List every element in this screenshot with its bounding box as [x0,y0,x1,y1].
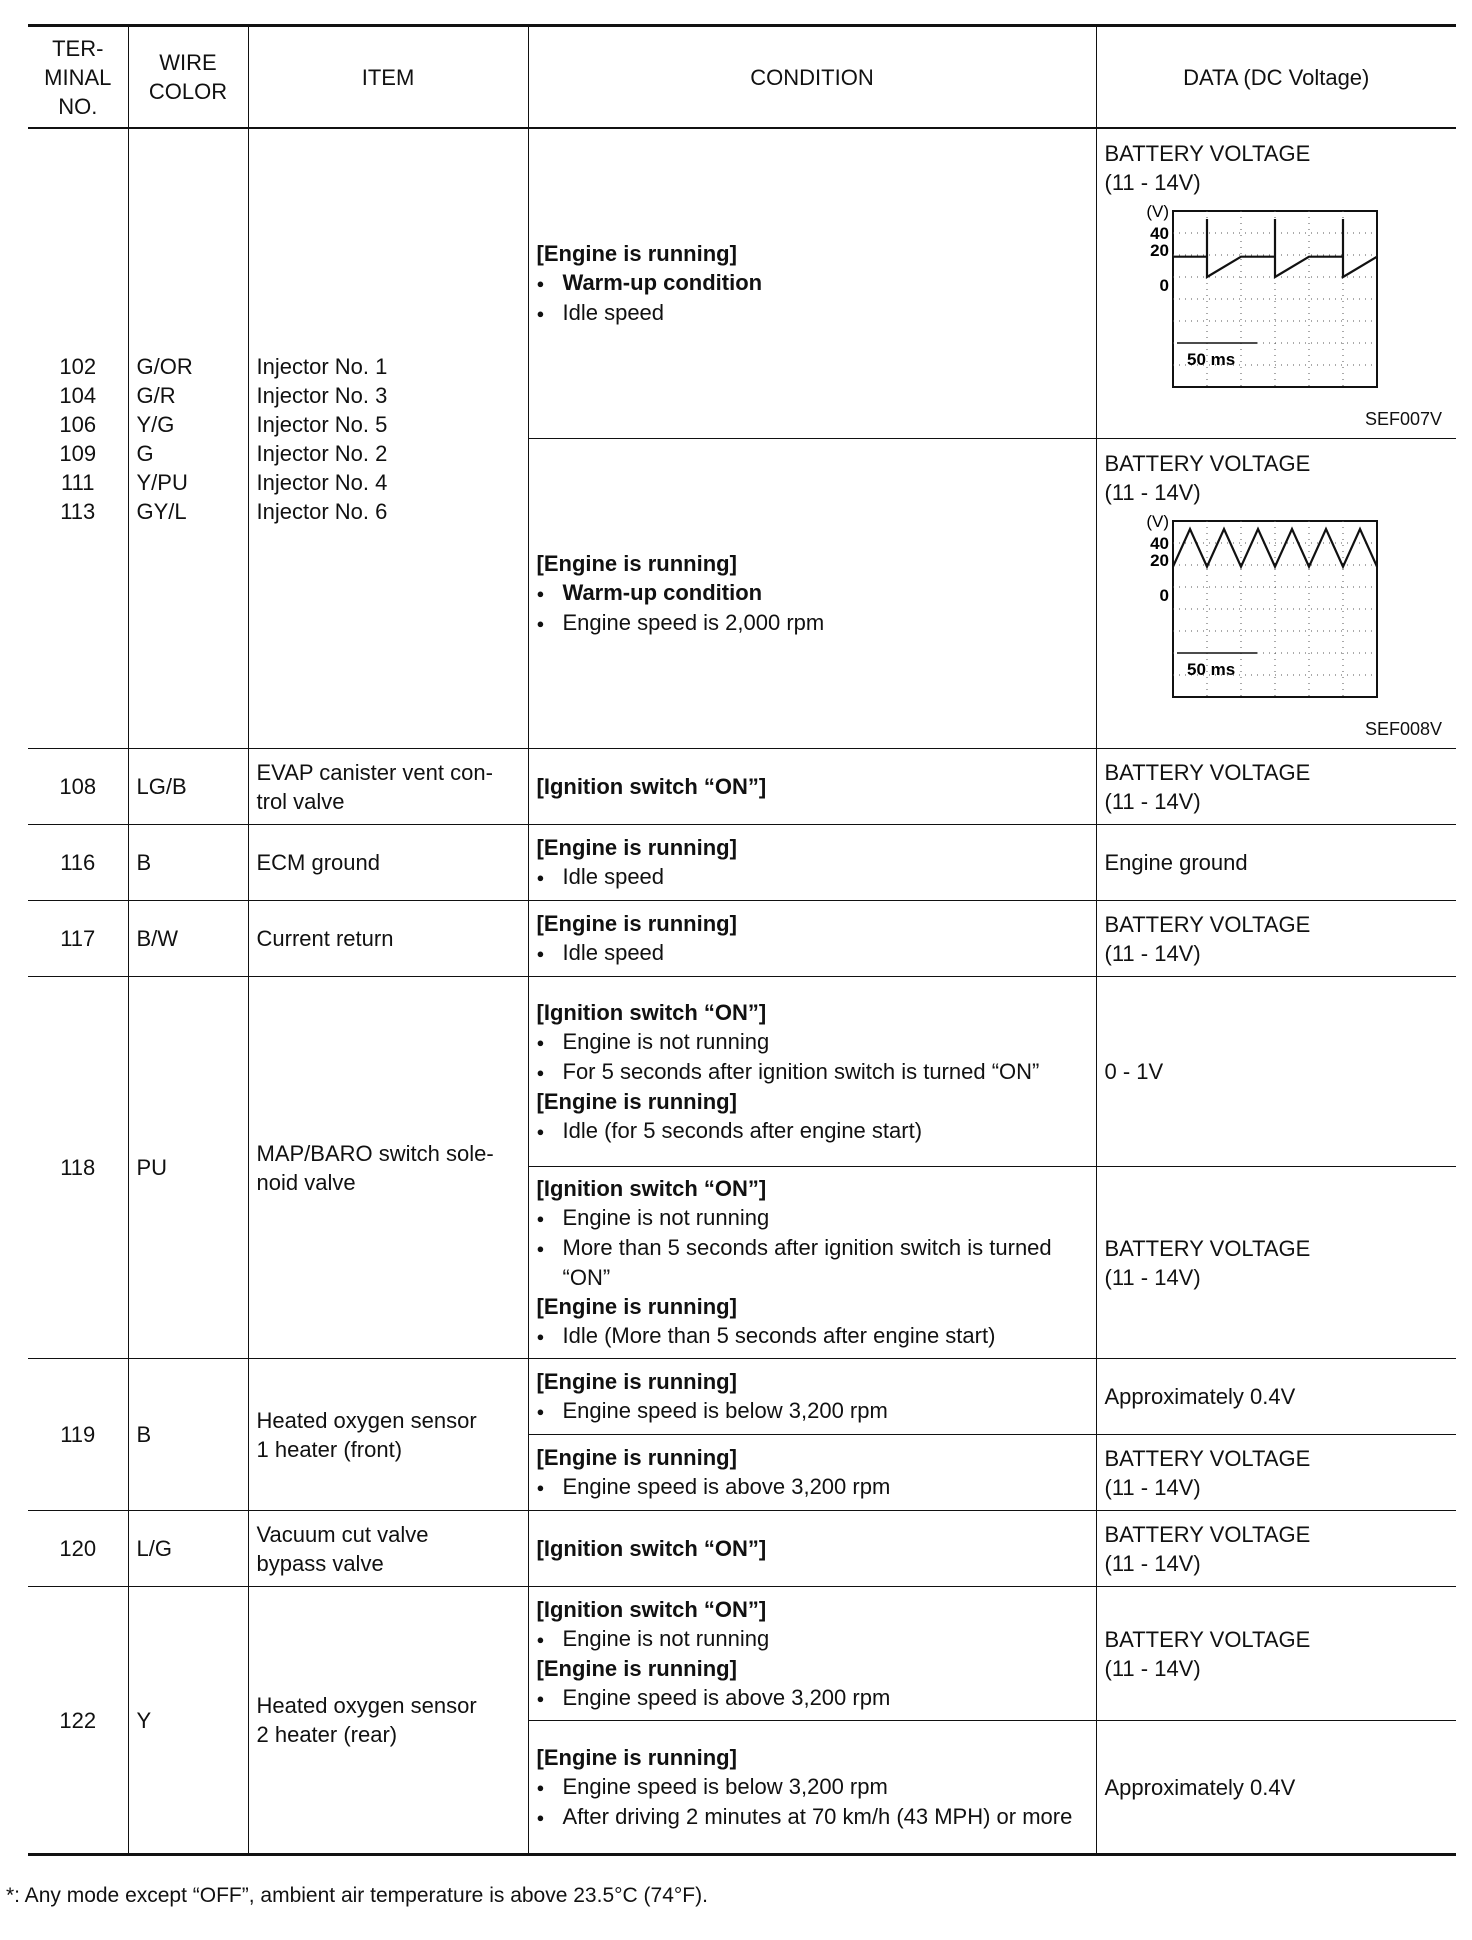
y-tick-label: 20 [1149,241,1169,260]
terminal-cell: 122 [28,1587,128,1855]
header-terminal: TER- MINAL NO. [28,26,128,129]
terminal-cell: 116 [28,825,128,901]
voltage-trace [1173,529,1377,567]
data-cell: BATTERY VOLTAGE (11 - 14V) [1096,1435,1456,1511]
data-cell: 0 - 1V [1096,977,1456,1167]
item-cell: Heated oxygen sensor 1 heater (front) [248,1359,528,1511]
condition-cell: [Engine is running] ● Warm-up condition ● Idle speed [528,128,1096,439]
oscilloscope-chart-1 [1105,203,1385,403]
item-cell: Vacuum cut valve bypass valve [248,1511,528,1587]
table-row-injectors-a [28,128,1456,439]
wire-color-cell: B [128,1359,248,1511]
wire-color-cell: B [128,825,248,901]
time-scale-label: 50 ms [1186,350,1235,369]
condition-cell: [Ignition switch “ON”] ● Engine is not running [Engine is running] ● Engine speed is above 3,200 rpm [528,1587,1096,1721]
header-wire-color: WIRE COLOR [128,26,248,129]
condition-cell: [Engine is running] ● Engine speed is below 3,200 rpm ● After driving 2 minutes at 70 km/h (43 MPH) or more [528,1721,1096,1855]
y-tick-label: 0 [1159,276,1169,295]
table-row [28,1511,1456,1587]
condition-cell: [Ignition switch “ON”] ● Engine is not running ● More than 5 seconds after ignition switch is turned “ON” [Engine is running] ● Idle (More than 5 seconds after engine start) [528,1167,1096,1359]
data-cell: BATTERY VOLTAGE (11 - 14V) [1096,1587,1456,1721]
figure-code: SEF008V [1364,719,1442,739]
terminal-cell: 118 [28,977,128,1359]
data-cell: Approximately 0.4V [1096,1359,1456,1435]
ecm-terminal-table [28,24,1456,1856]
data-cell: Approximately 0.4V [1096,1721,1456,1855]
oscilloscope-svg [1105,513,1385,713]
condition-cell: [Engine is running] ● Idle speed [528,825,1096,901]
table-header-row [28,26,1456,129]
condition-cell: [Engine is running] ● Idle speed [528,901,1096,977]
figure-code: SEF007V [1364,409,1442,429]
oscilloscope-svg [1105,203,1385,403]
table-row [28,901,1456,977]
item-cell: Injector No. 1 Injector No. 3 Injector No. 5 Injector No. 2 Injector No. 4 Injector No. 6 [248,128,528,749]
header-condition: CONDITION [528,26,1096,129]
y-tick-label: 40 [1149,534,1169,553]
table-row [28,1587,1456,1721]
wire-color-cell: L/G [128,1511,248,1587]
terminal-cell: 117 [28,901,128,977]
item-cell: Current return [248,901,528,977]
item-cell: ECM ground [248,825,528,901]
table-row [28,825,1456,901]
wire-color-cell: B/W [128,901,248,977]
y-tick-label: 40 [1149,224,1169,243]
oscilloscope-chart-2 [1105,513,1385,713]
terminal-cell: 120 [28,1511,128,1587]
data-cell: BATTERY VOLTAGE (11 - 14V) (V) 40 20 0 50 ms SEF007V [1096,128,1456,439]
table-row [28,977,1456,1167]
terminal-cell: 102 104 106 109 111 113 [28,128,128,749]
y-axis-unit: (V) [1145,203,1169,221]
condition-cell: [Engine is running] ● Engine speed is below 3,200 rpm [528,1359,1096,1435]
data-cell: Engine ground [1096,825,1456,901]
condition-cell: [Ignition switch “ON”] [528,749,1096,825]
data-cell: BATTERY VOLTAGE (11 - 14V) [1096,749,1456,825]
y-tick-label: 0 [1159,586,1169,605]
condition-cell: [Engine is running] ● Warm-up condition ● Engine speed is 2,000 rpm [528,439,1096,749]
wire-color-cell: LG/B [128,749,248,825]
wire-color-cell: PU [128,977,248,1359]
data-cell: BATTERY VOLTAGE (11 - 14V) [1096,901,1456,977]
data-cell: BATTERY VOLTAGE (11 - 14V) (V) 40 20 0 50 ms SEF008V [1096,439,1456,749]
data-cell: BATTERY VOLTAGE (11 - 14V) [1096,1167,1456,1359]
terminal-cell: 119 [28,1359,128,1511]
wire-color-cell: G/OR G/R Y/G G Y/PU GY/L [128,128,248,749]
item-cell: MAP/BARO switch sole-noid valve [248,977,528,1359]
voltage-trace [1173,219,1377,277]
y-axis-unit: (V) [1145,513,1169,531]
item-cell: EVAP canister vent con-trol valve [248,749,528,825]
footnote: *: Any mode except “OFF”, ambient air temperature is above 23.5°C (74°F). [6,1884,708,1907]
wire-color-cell: Y [128,1587,248,1855]
data-cell: BATTERY VOLTAGE (11 - 14V) [1096,1511,1456,1587]
header-data: DATA (DC Voltage) [1096,26,1456,129]
condition-cell: [Ignition switch “ON”] [528,1511,1096,1587]
condition-cell: [Engine is running] ● Engine speed is above 3,200 rpm [528,1435,1096,1511]
terminal-cell: 108 [28,749,128,825]
table-row [28,1359,1456,1435]
time-scale-label: 50 ms [1186,660,1235,679]
header-item: ITEM [248,26,528,129]
item-cell: Heated oxygen sensor 2 heater (rear) [248,1587,528,1855]
y-tick-label: 20 [1149,551,1169,570]
condition-cell: [Ignition switch “ON”] ● Engine is not running ● For 5 seconds after ignition switch is turned “ON” [Engine is running] ● Idle (for 5 seconds after engine start) [528,977,1096,1167]
table-row [28,749,1456,825]
